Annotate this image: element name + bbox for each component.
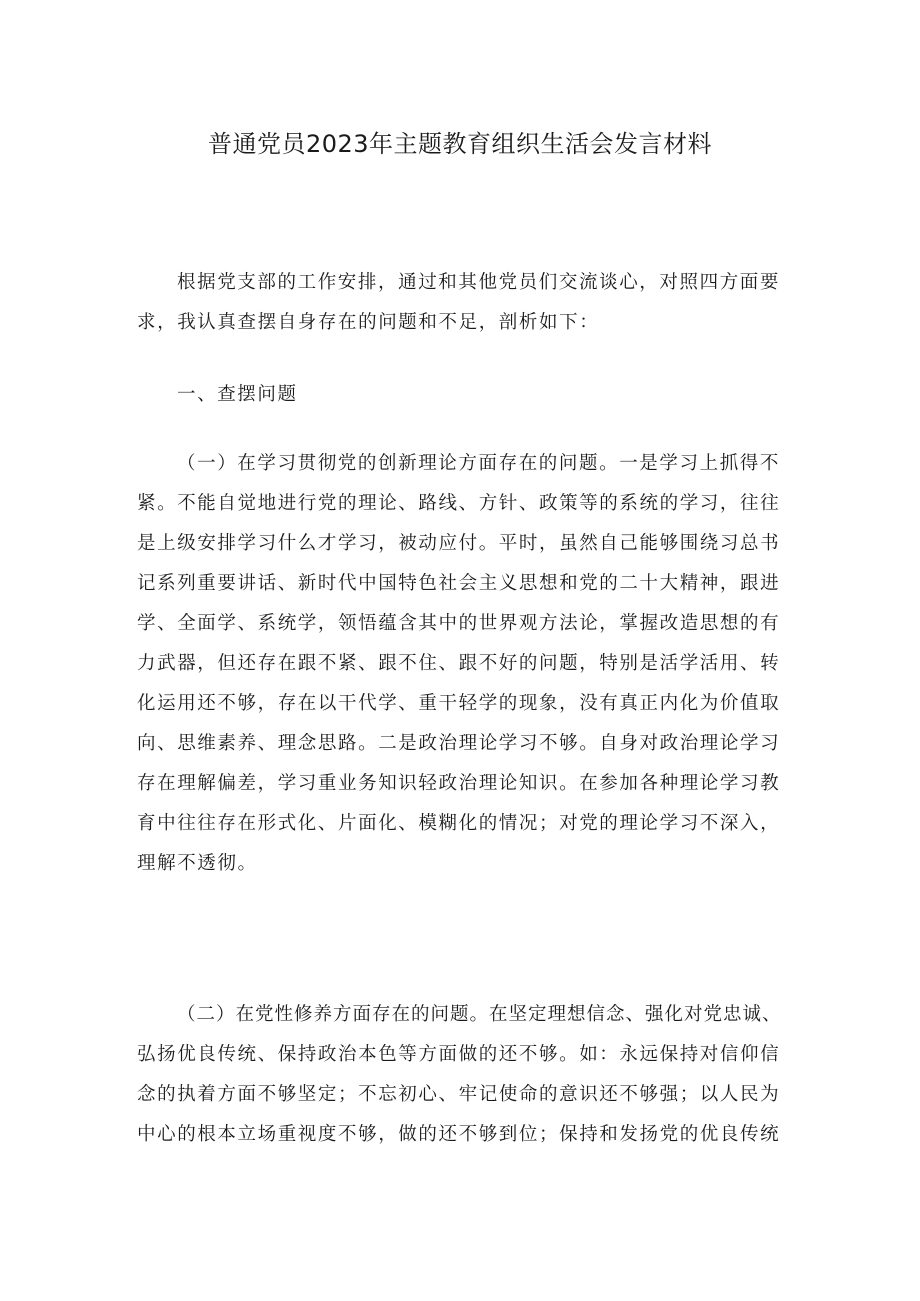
section-heading-text: 一、查摆问题 — [177, 384, 298, 405]
text-line: 理解不透彻。 — [137, 853, 258, 874]
text-line: 弘扬优良传统、保持政治本色等方面做的还不够。如：永远保持对信仰信 — [137, 1044, 781, 1065]
text-line: （一）在学习贯彻党的创新理论方面存在的问题。一是学习上抓得不 — [177, 453, 781, 474]
text-line: 根据党支部的工作安排，通过和其他党员们交流谈心，对照四方面要 — [177, 272, 781, 293]
document-title: 普通党员2023年主题教育组织生活会发言材料 — [207, 130, 713, 158]
text-line: 育中往往存在形式化、片面化、模糊化的情况；对党的理论学习不深入， — [137, 813, 781, 834]
text-line: （二）在党性修养方面存在的问题。在坚定理想信念、强化对党忠诚、 — [177, 1004, 782, 1025]
text-line: 念的执着方面不够坚定；不忘初心、牢记使命的意识还不够强；以人民为 — [137, 1084, 781, 1105]
text-line: 是上级安排学习什么才学习，被动应付。平时，虽然自己能够围绕习总书 — [137, 533, 781, 554]
paragraph-study — [137, 444, 787, 884]
text-line: 紧。不能自觉地进行党的理论、路线、方针、政策等的系统的学习，往往 — [137, 493, 781, 514]
text-line: 向、思维素养、理念思路。二是政治理论学习不够。自身对政治理论学习 — [137, 733, 781, 754]
text-line: 学、全面学、系统学，领悟蕴含其中的世界观方法论，掌握改造思想的有 — [137, 613, 781, 634]
paragraph-party-spirit — [137, 995, 787, 1155]
text-line: 记系列重要讲话、新时代中国特色社会主义思想和党的二十大精神，跟进 — [137, 573, 781, 594]
section-heading — [137, 375, 787, 415]
text-line: 化运用还不够，存在以干代学、重干轻学的现象，没有真正内化为价值取 — [137, 693, 781, 714]
text-line: 求，我认真查摆自身存在的问题和不足，剖析如下： — [137, 312, 600, 333]
text-line: 存在理解偏差，学习重业务知识轻政治理论知识。在参加各种理论学习教 — [137, 773, 781, 794]
text-line: 中心的根本立场重视度不够，做的还不够到位；保持和发扬党的优良传统 — [137, 1124, 781, 1145]
text-line: 力武器，但还存在跟不紧、跟不住、跟不好的问题，特别是活学活用、转 — [137, 653, 781, 674]
intro-paragraph — [137, 263, 787, 343]
